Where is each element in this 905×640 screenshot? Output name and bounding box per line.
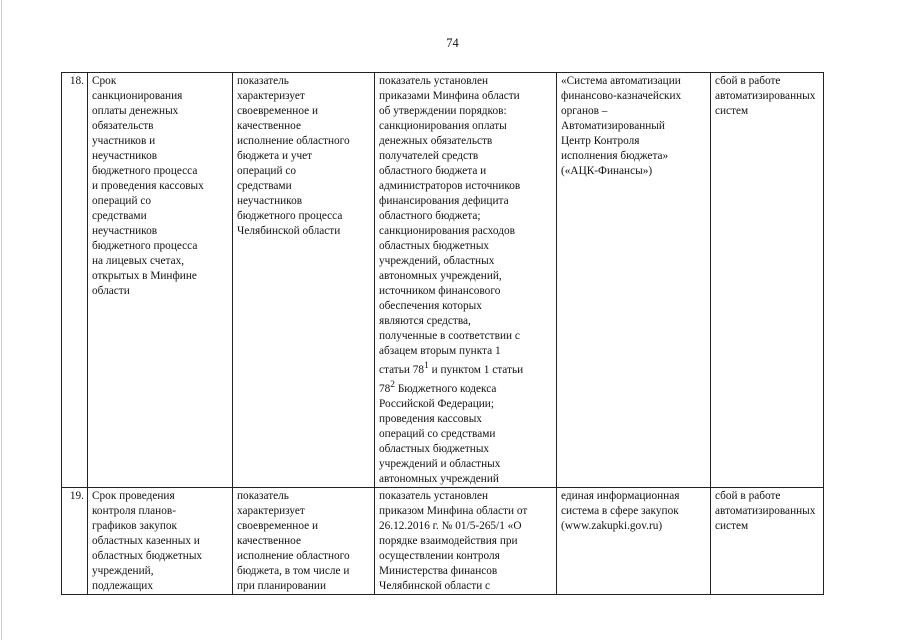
row-number: 18. [62, 73, 88, 488]
table-row-18 [62, 73, 824, 488]
indicator-name-cell [88, 487, 233, 594]
data-source: «Система автоматизации финансово-казначейских органов – Автоматизированный Центр Контроля исполнения бюджета» («АЦК-Финансы») [561, 75, 682, 177]
deviation-reason-cell [711, 487, 824, 594]
indicator-description: показатель характеризует своевременное и качественное исполнение областного бюджета и учет операций со средствами неучастников бюджетного процесса Челябинской области [237, 75, 350, 237]
basis-text-part1: показатель установлен приказами Минфина области об утверждении порядков: санкционирования оплаты денежных обязательств получателей средств областного бюджета и администраторов источников финансирования дефицита областного бюджета; санкционирования расходов областных бюджетных учреждений, областных автономных учреждений, источником финансового обеспечения которых являются средства, полученные в соответствии с абзацем вторым пункта 1 статьи 78 [379, 75, 521, 376]
deviation-reason-cell [711, 73, 824, 488]
basis-text-part2: и пунктом 1 статьи 78 [379, 363, 524, 395]
indicator-description-cell [233, 73, 375, 488]
indicator-name-cell [88, 73, 233, 488]
indicator-description: показатель характеризует своевременное и качественное исполнение областного бюджета, в том числе и при планировании [237, 489, 350, 592]
indicator-name: Срок санкционирования оплаты денежных обязательств участников и неучастников бюджетного процесса и проведения кассовых операций со средствами неучастников бюджетного процесса на лицевых счетах, открытых в Минфине области [92, 75, 204, 297]
data-source-cell [557, 487, 711, 594]
deviation-reason: сбой в работе автоматизированных систем [715, 75, 816, 117]
indicator-basis-cell [375, 487, 557, 594]
indicator-basis: показатель установлен приказом Минфина области от 26.12.2016 г. № 01/5-265/1 «О порядке взаимодействия при осуществлении контроля Министерства финансов Челябинской области с [379, 489, 528, 592]
basis-text-part3: Бюджетного кодекса Российской Федерации; проведения кассовых операций со средствами областных бюджетных учреждений и областных автономных учреждений [379, 382, 501, 485]
indicator-basis [379, 74, 552, 487]
indicator-name: Срок проведения контроля планов- графиков закупок областных казенных и областных бюджетных учреждений, подлежащих [92, 489, 203, 592]
data-source-cell [557, 73, 711, 488]
deviation-reason: сбой в работе автоматизированных систем [715, 489, 816, 532]
page-number: 74 [446, 36, 459, 50]
indicators-table [61, 72, 824, 595]
table-row-19 [62, 487, 824, 594]
indicator-basis-cell [375, 73, 557, 488]
basis-superscript-1: 1 [424, 361, 429, 371]
data-source: единая информационная система в сфере закупок (www.zakupki.gov.ru) [561, 489, 680, 532]
indicator-description-cell [233, 487, 375, 594]
row-number: 19. [62, 487, 88, 594]
scan-edge-line [1, 0, 2, 640]
basis-superscript-2: 2 [390, 379, 395, 390]
